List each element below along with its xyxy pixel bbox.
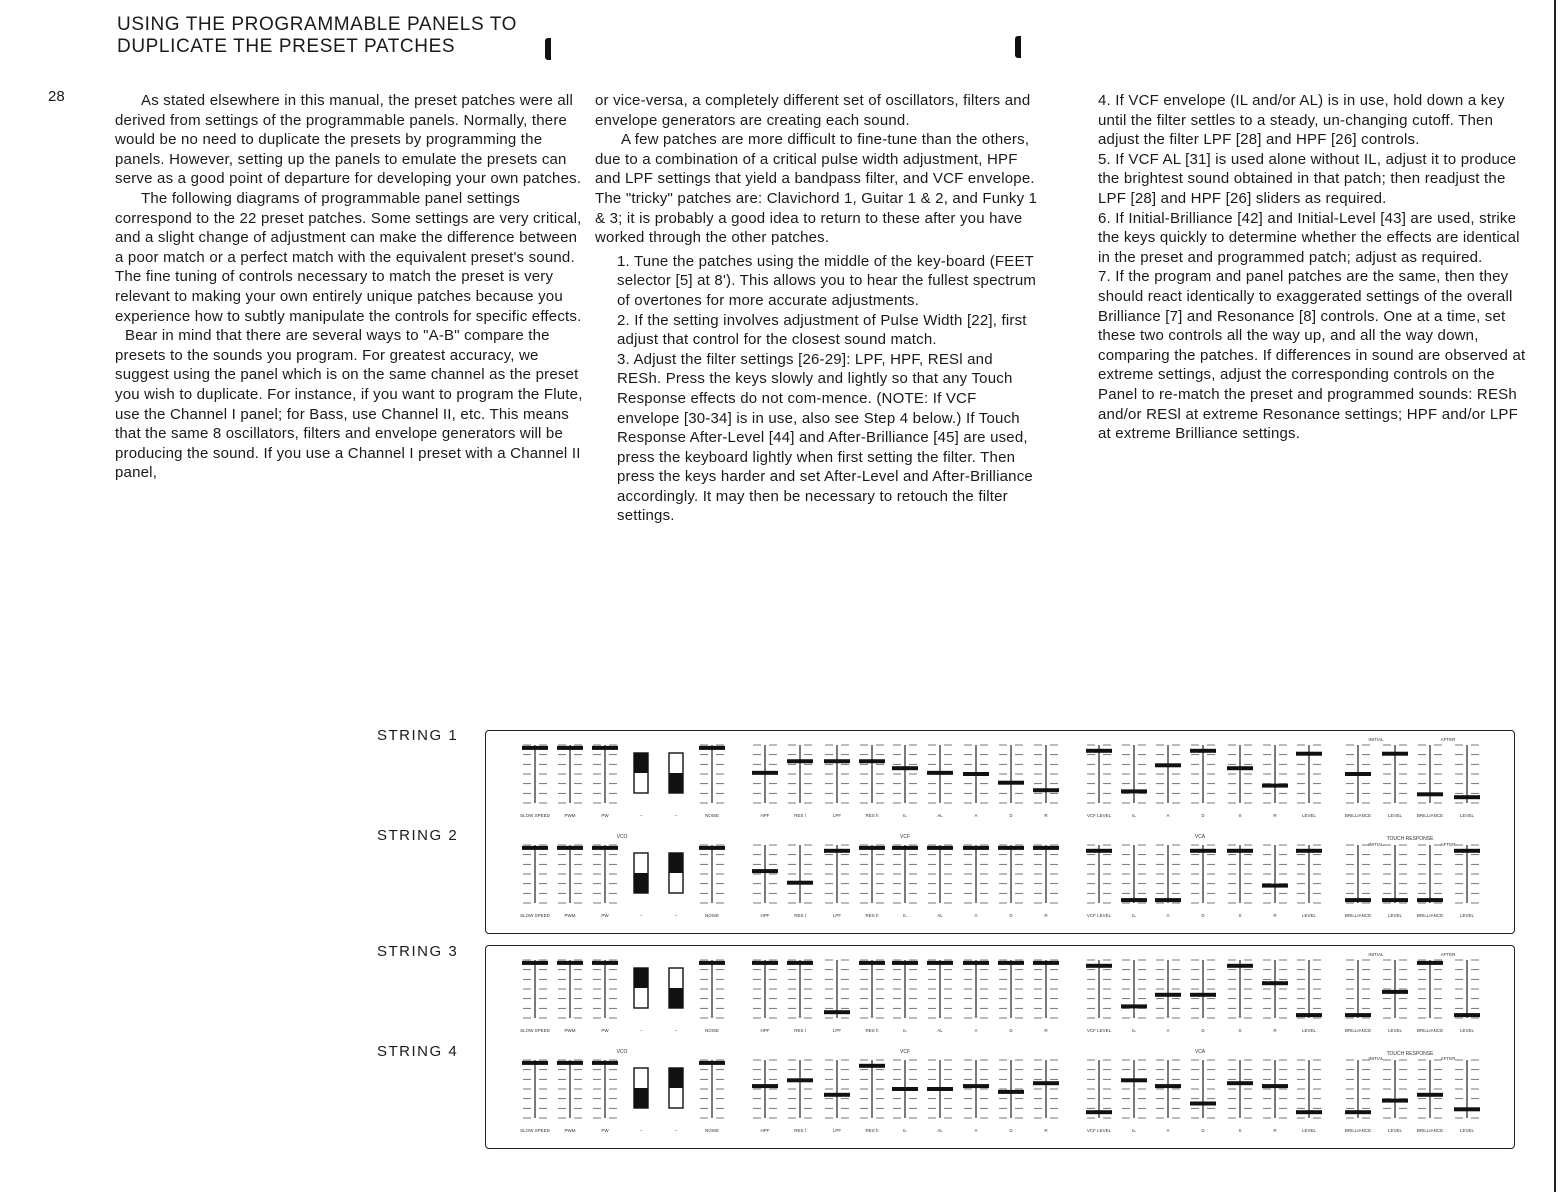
slider-caption: HPF <box>760 1028 770 1033</box>
slider-caption: PWM <box>564 913 576 918</box>
paragraph: A few patches are more difficult to fine-tune than the others, due to a combination of a critical pulse width adjustment, HPF and LPF settings that yield a bandpass filter, and VCF envelope. The "tricky" patches are: Clavichord 1, Guitar 1 & 2, and Funky 1 & 3; it is probably a good idea to return to these after you have worked through the other patches. <box>595 131 1038 247</box>
touch-response-header: TOUCH RESPONSE <box>1386 1051 1434 1057</box>
slider-caption: LEVEL <box>1459 913 1475 918</box>
slider-caption: RES h <box>865 1128 879 1133</box>
slider-caption: AL <box>937 1028 943 1033</box>
step-item: 2. If the setting involves adjustment of Pulse Width [22], first adjust that control for the closest sound match. <box>617 311 1027 349</box>
slider-caption: IL <box>1132 913 1136 918</box>
slider-caption: VCF LEVEL <box>1086 813 1112 818</box>
slider-caption: AL <box>937 913 943 918</box>
slider-caption: NOISE <box>704 1028 720 1033</box>
slider-caption: A <box>1166 1128 1170 1133</box>
slider-caption: D <box>1201 813 1205 818</box>
initial-header: INITIAL <box>1368 1056 1384 1061</box>
slider-caption: D <box>1201 1128 1205 1133</box>
slider-caption: R <box>1044 813 1048 818</box>
slider-caption: LEVEL <box>1301 1028 1317 1033</box>
initial-header: INITIAL <box>1368 842 1384 847</box>
slider-caption: PW <box>601 1128 609 1133</box>
slider-caption: – <box>674 1028 678 1033</box>
bookmark-mark-left <box>545 38 551 60</box>
slider-caption: S <box>1238 1128 1242 1133</box>
paragraph: Bear in mind that there are several ways to "A-B" compare the presets to the sounds you program. For greatest accuracy, we suggest using the panel which is on the same channel as the preset you wish to duplicate. For instance, if you want to program the Flute, use the Channel I panel; for Bass, use Channel II, etc. This means that the same 8 oscillators, filters and envelope generators will be producing the sound. If you use a Channel I preset with a Channel II panel, <box>115 327 583 482</box>
patch-label-string-1: STRING 1 <box>377 727 459 744</box>
text-column-2 <box>595 91 1040 526</box>
slider-caption: IL <box>903 1028 907 1033</box>
step-item: 3. Adjust the filter settings [26-29]: LPF, HPF, RESl and RESh. Press the keys slowly and lightly so that any Touch Response effects do not com-mence. (NOTE: If VCF envelope [30-34] is in use, also see Step 4 below.) If Touch Response After-Level [44] and After-Brilliance [45] are used, press the keyboard lightly when first setting the filter. Then press the keys harder and set After-Level and After-Brilliance accordingly. It may then be necessary to retouch the filter settings. <box>617 350 1033 525</box>
slider-caption: RES h <box>865 913 879 918</box>
group-header: VCO <box>616 1049 628 1055</box>
slider-caption: A <box>974 1028 978 1033</box>
slider-caption: NOISE <box>704 913 720 918</box>
slider-caption: HPF <box>760 813 770 818</box>
slider-caption: IL <box>1132 813 1136 818</box>
after-header: AFTER <box>1440 842 1456 847</box>
slider-caption: VCF LEVEL <box>1086 913 1112 918</box>
slider-caption: LEVEL <box>1459 813 1475 818</box>
initial-header: INITIAL <box>1368 737 1384 742</box>
slider-caption: – <box>674 813 678 818</box>
panel-diagram-strings-1-2 <box>485 730 1515 934</box>
slider-caption: LEVEL <box>1387 1128 1403 1133</box>
step-item: 7. If the program and panel patches are the same, then they should react identically to exaggerated settings of the overall Brilliance [7] and Resonance [8] controls. One at a time, set these two controls all the way up, and all the way down, comparing the patches. If differences in sound are observed at extreme settings, adjust the corresponding controls on the Panel to re-match the preset and programmed sounds: RESh and/or RESl at extreme Resonance settings; HPF and/or LPF at extreme Brilliance settings. <box>1098 268 1526 443</box>
slider-caption: – <box>639 1128 643 1133</box>
slider-caption: PW <box>601 913 609 918</box>
slider-caption: D <box>1009 1128 1013 1133</box>
slider-caption: RES l <box>794 813 806 818</box>
slider-caption: D <box>1201 913 1205 918</box>
step-item: 4. If VCF envelope (IL and/or AL) is in use, hold down a key until the filter settles to a steady, un-changing cutoff. Then adjust the filter LPF [28] and HPF [26] controls. <box>1098 92 1505 149</box>
slider-caption: IL <box>903 913 907 918</box>
slider-caption: RES h <box>865 1028 879 1033</box>
slider-caption: LEVEL <box>1387 813 1403 818</box>
slider-caption: LEVEL <box>1301 913 1317 918</box>
slider-caption: IL <box>903 813 907 818</box>
page-edge-rule <box>1554 0 1556 1192</box>
slider-caption: AL <box>937 1128 943 1133</box>
slider-caption: BRILLIANCE <box>1344 1028 1372 1033</box>
page-number: 28 <box>48 88 65 105</box>
slider-caption: – <box>674 1128 678 1133</box>
slider-caption: A <box>974 1128 978 1133</box>
slider-caption: HPF <box>760 913 770 918</box>
after-header: AFTER <box>1440 1056 1456 1061</box>
group-header: VCF <box>900 1049 910 1055</box>
group-header: VCA <box>1194 834 1206 840</box>
after-header: AFTER <box>1440 952 1456 957</box>
slider-caption: IL <box>1132 1128 1136 1133</box>
after-header: AFTER <box>1440 737 1456 742</box>
slider-caption: PW <box>601 1028 609 1033</box>
slider-caption: – <box>639 913 643 918</box>
slider-caption: A <box>974 813 978 818</box>
slider-caption: A <box>1166 1028 1170 1033</box>
slider-caption: A <box>1166 813 1170 818</box>
slider-caption: RES l <box>794 1028 806 1033</box>
slider-caption: LPF <box>832 1128 842 1133</box>
slider-caption: R <box>1044 913 1048 918</box>
slider-caption: SLOW SPEED <box>520 813 550 818</box>
panel-diagram-strings-3-4 <box>485 945 1515 1149</box>
slider-caption: PWM <box>564 1028 576 1033</box>
slider-caption: SLOW SPEED <box>520 1128 550 1133</box>
slider-caption: VCF LEVEL <box>1086 1128 1112 1133</box>
title-line-1: USING THE PROGRAMMABLE PANELS TO <box>117 14 517 35</box>
slider-caption: BRILLIANCE <box>1416 913 1444 918</box>
slider-caption: – <box>674 913 678 918</box>
slider-caption: AL <box>937 813 943 818</box>
slider-caption: LEVEL <box>1459 1028 1475 1033</box>
slider-caption: BRILLIANCE <box>1344 913 1372 918</box>
slider-caption: LEVEL <box>1387 913 1403 918</box>
slider-caption: LEVEL <box>1387 1028 1403 1033</box>
slider-caption: BRILLIANCE <box>1416 1128 1444 1133</box>
slider-caption: R <box>1044 1128 1048 1133</box>
slider-caption: S <box>1238 1028 1242 1033</box>
slider-caption: LPF <box>832 913 842 918</box>
slider-caption: R <box>1273 1128 1277 1133</box>
slider-caption: – <box>639 813 643 818</box>
page-title <box>117 14 517 58</box>
text-column-3 <box>1098 91 1530 444</box>
slider-caption: R <box>1044 1028 1048 1033</box>
slider-caption: IL <box>903 1128 907 1133</box>
slider-caption: – <box>639 1028 643 1033</box>
slider-caption: RES h <box>865 813 879 818</box>
slider-caption: A <box>1166 913 1170 918</box>
slider-caption: D <box>1009 1028 1013 1033</box>
slider-caption: LEVEL <box>1301 1128 1317 1133</box>
group-header: VCA <box>1194 1049 1206 1055</box>
slider-caption: BRILLIANCE <box>1416 1028 1444 1033</box>
slider-caption: LPF <box>832 813 842 818</box>
slider-caption: D <box>1009 913 1013 918</box>
slider-caption: PW <box>601 813 609 818</box>
slider-caption: VCF LEVEL <box>1086 1028 1112 1033</box>
group-header: VCF <box>900 834 910 840</box>
slider-caption: BRILLIANCE <box>1344 1128 1372 1133</box>
slider-caption: LEVEL <box>1459 1128 1475 1133</box>
slider-caption: A <box>974 913 978 918</box>
step-item: 5. If VCF AL [31] is used alone without IL, adjust it to produce the brightest sound obtained in that patch; then readjust the LPF [28] and HPF [26] sliders as required. <box>1098 150 1517 207</box>
slider-caption: IL <box>1132 1028 1136 1033</box>
slider-caption: S <box>1238 813 1242 818</box>
step-item: 6. If Initial-Brilliance [42] and Initial-Level [43] are used, strike the keys quickly to determine whether the effects are identical in the preset and programmed patch; adjust as required. <box>1098 209 1520 266</box>
slider-caption: LEVEL <box>1301 813 1317 818</box>
slider-caption: S <box>1238 913 1242 918</box>
touch-response-header: TOUCH RESPONSE <box>1386 836 1434 842</box>
patch-label-string-4: STRING 4 <box>377 1043 459 1060</box>
group-header: VCO <box>616 834 628 840</box>
text-column-1 <box>115 91 585 483</box>
slider-caption: PWM <box>564 813 576 818</box>
slider-caption: RES l <box>794 913 806 918</box>
slider-caption: RES l <box>794 1128 806 1133</box>
paragraph: or vice-versa, a completely different set of oscillators, filters and envelope generators are creating each sound. <box>595 92 1031 129</box>
slider-caption: NOISE <box>704 1128 720 1133</box>
patch-label-string-3: STRING 3 <box>377 943 459 960</box>
slider-caption: PWM <box>564 1128 576 1133</box>
slider-caption: LPF <box>832 1028 842 1033</box>
patch-label-string-2: STRING 2 <box>377 827 459 844</box>
slider-caption: D <box>1201 1028 1205 1033</box>
slider-caption: HPF <box>760 1128 770 1133</box>
paragraph: The following diagrams of programmable panel settings correspond to the 22 preset patches. Some settings are very critical, and a slight change of adjustment can make the difference between a poor match or a perfect match with the equivalent preset's sound. The fine tuning of controls necessary to match the preset is very relevant to making your own entirely unique patches because you experience how to subtly manipulate the controls for specific effects. <box>115 189 582 325</box>
slider-caption: NOISE <box>704 813 720 818</box>
initial-header: INITIAL <box>1368 952 1384 957</box>
slider-caption: R <box>1273 813 1277 818</box>
slider-caption: D <box>1009 813 1013 818</box>
slider-caption: BRILLIANCE <box>1344 813 1372 818</box>
step-item: 1. Tune the patches using the middle of the key-board (FEET selector [5] at 8'). This allows you to hear the fullest spectrum of overtones for more accurate adjustments. <box>617 252 1037 309</box>
slider-caption: SLOW SPEED <box>520 913 550 918</box>
slider-caption: R <box>1273 913 1277 918</box>
title-line-2: DUPLICATE THE PRESET PATCHES <box>117 36 456 57</box>
slider-caption: R <box>1273 1028 1277 1033</box>
slider-caption: BRILLIANCE <box>1416 813 1444 818</box>
paragraph: As stated elsewhere in this manual, the preset patches were all derived from settings of the programmable panels. Normally, there would be no need to duplicate the presets by programming the panels. However, setting up the panels to emulate the presets can serve as a good point of departure for developing your own patches. <box>115 92 582 188</box>
slider-caption: SLOW SPEED <box>520 1028 550 1033</box>
bookmark-mark-right <box>1015 36 1021 58</box>
